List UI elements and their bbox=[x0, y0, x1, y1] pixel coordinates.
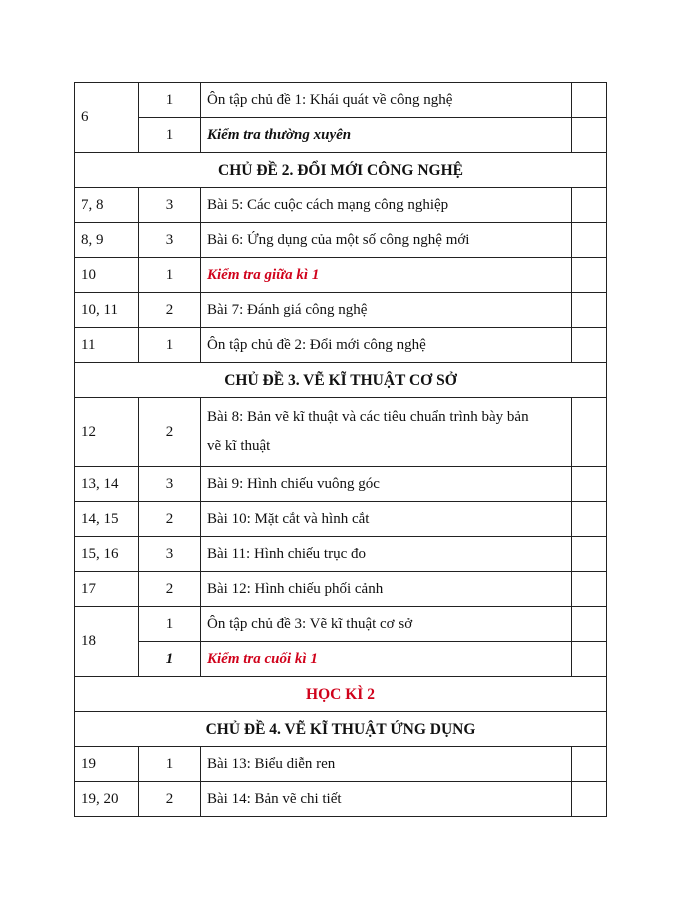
table-row bbox=[75, 642, 607, 677]
lesson-name-cell bbox=[201, 398, 572, 467]
table-row bbox=[75, 223, 607, 258]
note-cell bbox=[572, 502, 607, 537]
final-exam-cell: Kiểm tra cuối kì 1 bbox=[201, 642, 572, 677]
lesson-name-cell: Bài 5: Các cuộc cách mạng công nghiệp bbox=[201, 188, 572, 223]
note-cell bbox=[572, 747, 607, 782]
periods-cell: 1 bbox=[139, 607, 201, 642]
periods-cell: 1 bbox=[139, 642, 201, 677]
note-cell bbox=[572, 398, 607, 467]
table-row bbox=[75, 747, 607, 782]
table-row bbox=[75, 83, 607, 118]
periods-cell: 2 bbox=[139, 782, 201, 817]
note-cell bbox=[572, 118, 607, 153]
week-cell: 10, 11 bbox=[75, 293, 139, 328]
periods-cell: 3 bbox=[139, 223, 201, 258]
lesson-name-cell: Bài 6: Ứng dụng của một số công nghệ mới bbox=[201, 223, 572, 258]
note-cell bbox=[572, 467, 607, 502]
week-cell: 12 bbox=[75, 398, 139, 467]
table-row bbox=[75, 537, 607, 572]
note-cell bbox=[572, 83, 607, 118]
topic-4-heading: CHỦ ĐỀ 4. VẼ KĨ THUẬT ỨNG DỤNG bbox=[75, 712, 607, 747]
periods-cell: 1 bbox=[139, 83, 201, 118]
week-cell: 6 bbox=[75, 83, 139, 153]
periods-cell: 1 bbox=[139, 328, 201, 363]
lesson-name-cell: Bài 7: Đánh giá công nghệ bbox=[201, 293, 572, 328]
periods-cell: 3 bbox=[139, 537, 201, 572]
week-cell: 19 bbox=[75, 747, 139, 782]
lesson-name-cell: Bài 12: Hình chiếu phối cảnh bbox=[201, 572, 572, 607]
topic-3-heading: CHỦ ĐỀ 3. VẼ KĨ THUẬT CƠ SỞ bbox=[75, 363, 607, 398]
periods-cell: 2 bbox=[139, 398, 201, 467]
lesson-name-line-1: Bài 8: Bản vẽ kĩ thuật và các tiêu chuẩn trình bày bản bbox=[207, 409, 529, 425]
week-cell: 13, 14 bbox=[75, 467, 139, 502]
lesson-name-cell: Ôn tập chủ đề 3: Vẽ kĩ thuật cơ sở bbox=[201, 607, 572, 642]
topic-2-heading: CHỦ ĐỀ 2. ĐỔI MỚI CÔNG NGHỆ bbox=[75, 153, 607, 188]
periods-cell: 1 bbox=[139, 747, 201, 782]
midterm-exam-cell: Kiểm tra giữa kì 1 bbox=[201, 258, 572, 293]
section-header-row bbox=[75, 712, 607, 747]
table-row bbox=[75, 118, 607, 153]
table-row bbox=[75, 293, 607, 328]
note-cell bbox=[572, 607, 607, 642]
table-row bbox=[75, 782, 607, 817]
week-cell: 17 bbox=[75, 572, 139, 607]
section-header-row bbox=[75, 363, 607, 398]
table-row bbox=[75, 188, 607, 223]
table-row bbox=[75, 607, 607, 642]
periods-cell: 3 bbox=[139, 188, 201, 223]
note-cell bbox=[572, 223, 607, 258]
week-cell: 8, 9 bbox=[75, 223, 139, 258]
note-cell bbox=[572, 572, 607, 607]
table-row bbox=[75, 398, 607, 467]
periods-cell: 1 bbox=[139, 118, 201, 153]
note-cell bbox=[572, 328, 607, 363]
lesson-name-line-2: vẽ kĩ thuật bbox=[207, 438, 271, 454]
week-cell: 15, 16 bbox=[75, 537, 139, 572]
lesson-name-cell: Bài 13: Biểu diễn ren bbox=[201, 747, 572, 782]
week-cell: 7, 8 bbox=[75, 188, 139, 223]
lesson-name-cell: Kiểm tra thường xuyên bbox=[201, 118, 572, 153]
lesson-name-cell: Ôn tập chủ đề 1: Khái quát về công nghệ bbox=[201, 83, 572, 118]
week-cell: 14, 15 bbox=[75, 502, 139, 537]
week-cell: 18 bbox=[75, 607, 139, 677]
week-cell: 19, 20 bbox=[75, 782, 139, 817]
semester-2-heading: HỌC KÌ 2 bbox=[75, 677, 607, 712]
lesson-name-cell: Bài 11: Hình chiếu trục đo bbox=[201, 537, 572, 572]
periods-cell: 3 bbox=[139, 467, 201, 502]
lesson-plan-table bbox=[74, 82, 607, 817]
week-cell: 11 bbox=[75, 328, 139, 363]
table-row bbox=[75, 502, 607, 537]
periods-cell: 2 bbox=[139, 293, 201, 328]
lesson-name-cell: Bài 9: Hình chiếu vuông góc bbox=[201, 467, 572, 502]
note-cell bbox=[572, 293, 607, 328]
periods-cell: 2 bbox=[139, 502, 201, 537]
table-row bbox=[75, 572, 607, 607]
lesson-name-cell: Bài 14: Bản vẽ chi tiết bbox=[201, 782, 572, 817]
lesson-name-cell: Ôn tập chủ đề 2: Đổi mới công nghệ bbox=[201, 328, 572, 363]
week-cell: 10 bbox=[75, 258, 139, 293]
note-cell bbox=[572, 258, 607, 293]
section-header-row bbox=[75, 677, 607, 712]
periods-cell: 2 bbox=[139, 572, 201, 607]
periods-cell: 1 bbox=[139, 258, 201, 293]
lesson-name-cell: Bài 10: Mặt cắt và hình cắt bbox=[201, 502, 572, 537]
note-cell bbox=[572, 782, 607, 817]
section-header-row bbox=[75, 153, 607, 188]
table-row bbox=[75, 328, 607, 363]
note-cell bbox=[572, 537, 607, 572]
table-row bbox=[75, 467, 607, 502]
table-row bbox=[75, 258, 607, 293]
note-cell bbox=[572, 642, 607, 677]
note-cell bbox=[572, 188, 607, 223]
